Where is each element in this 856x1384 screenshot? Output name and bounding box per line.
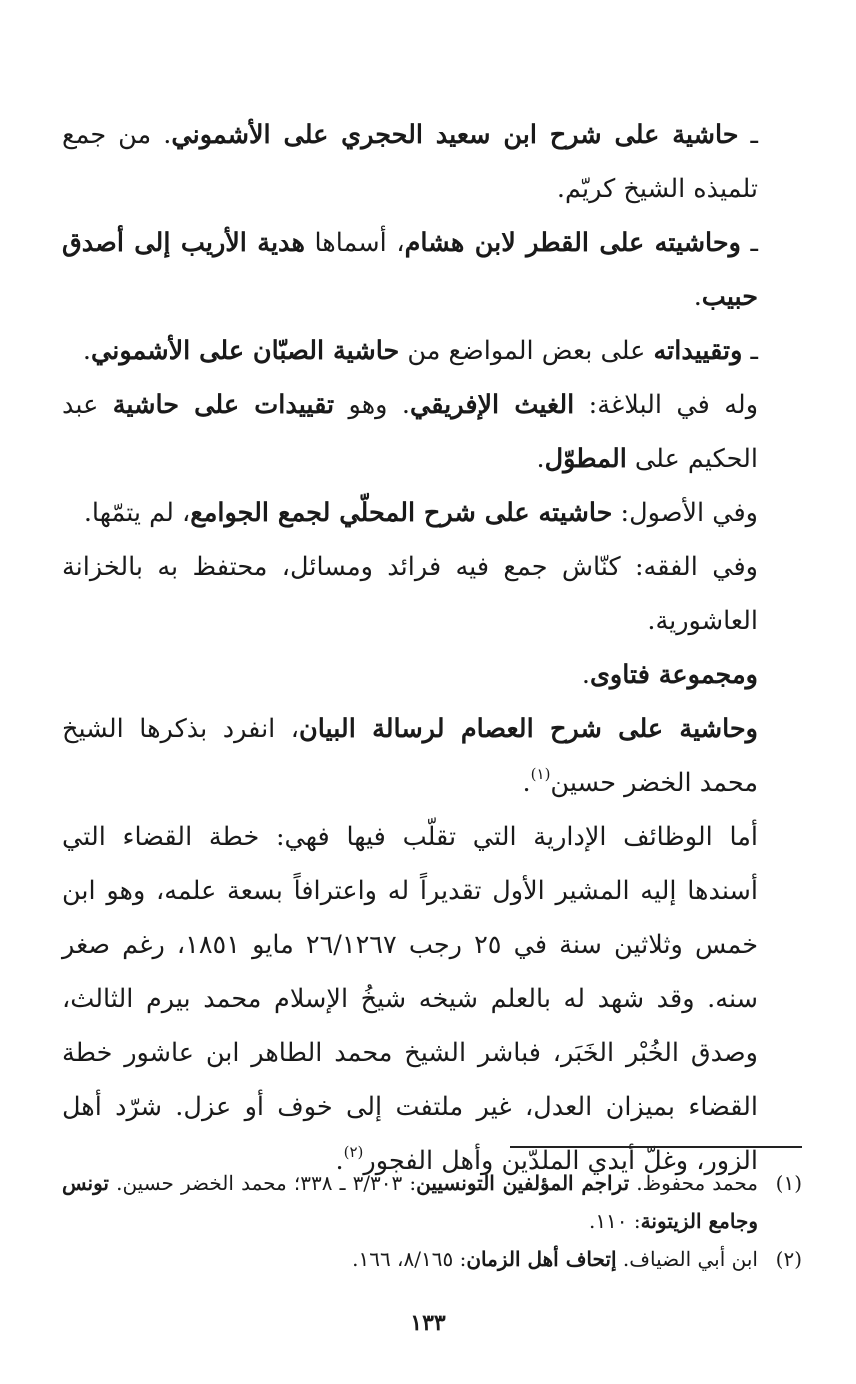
text-run: محمد محفوظ. [629,1171,758,1195]
paragraph [62,810,802,1188]
text-run: ـ [740,228,759,258]
paragraph [62,216,802,324]
bold-title: تراجم المؤلفين التونسيين [416,1171,630,1195]
text-run: ـ [742,336,758,366]
bold-title: حاشيته على شرح المحلّي لجمع الجوامع [190,498,613,528]
bold-title: تقييدات على حاشية [112,390,335,420]
text-run: أما الوظائف الإدارية التي تقلّب فيها فهي: خطة القضاء التي أسندها إليه المشير الأول تقديراً له واعترافاً بسعة علمه، وهو ابن خمس وثلاثين سنة في ٢٥ رجب ٢٦/١٢٦٧ مايو ١٨٥١، رغم صغر سنه. وقد شهد له بالعلم شيخه شيخُ الإسلام محمد بيرم الثالث، وصدق الخُبْر الخَبَر، فباشر الشيخ محمد الطاهر ابن عاشور خطة القضاء بميزان العدل، غير ملتفت إلى خوف أو عزل. شرّد أهل الزور، وغلّ أيدي الملدّين وأهل الفجور [62,822,759,1176]
footnote-number: (٢) [775,1247,802,1271]
main-text [62,108,802,1188]
paragraph [62,378,802,486]
footnote-marker: (٢) [343,1143,364,1161]
text-run: على بعض المواضع من [399,336,654,366]
footnote-text [62,1171,758,1233]
paragraph [62,324,802,378]
text-run: . من جمع تلميذه الشيخ كريّم. [62,120,758,204]
text-run: . [581,660,590,690]
bold-title: إتحاف أهل الزمان [466,1247,617,1271]
paragraph [62,108,802,216]
bold-title: الغيث الإفريقي [410,390,575,420]
text-run: . [82,336,91,366]
text-run: ، لم يتمّها. [83,498,191,528]
text-run: : ٨/١٦٥، ١٦٦. [352,1247,467,1271]
text-run: ، أسماها [304,228,405,258]
bold-title: تونس وجامع الزيتونة [62,1171,758,1233]
bold-title: وتقييداته [653,336,743,366]
footnote-divider [510,1146,802,1148]
paragraph [62,702,802,810]
text-run: عبد الحكيم على [62,390,758,474]
text-run: . [693,282,702,312]
paragraph [62,486,802,540]
page-number: ١٣٣ [410,1310,446,1336]
bold-title: هدية الأريب إلى أصدق حبيب [62,228,758,312]
text-run: : ٣/٣٠٣ ـ ٣٣٨؛ محمد الخضر حسين. [108,1171,417,1195]
footnote-text [352,1247,758,1271]
text-run: وفي الأصول: [612,498,758,528]
text-run: . [335,1146,344,1176]
bold-title: حاشية على شرح ابن سعيد الحجري على الأشموني [171,120,739,150]
page-body [62,108,802,1188]
text-run: : ١١٠. [588,1209,641,1233]
bold-title: وحاشية على شرح العصام لرسالة البيان [299,714,758,744]
bold-title: وحاشيته على القطر لابن هشام [404,228,741,258]
text-run: . [522,768,531,798]
paragraph [62,540,802,648]
text-run: ، انفرد بذكرها الشيخ محمد الخضر حسين [62,714,758,798]
text-run: . وهو [334,390,410,420]
paragraph [62,648,802,702]
footnote [62,1164,802,1240]
bold-title: المطوّل [544,444,627,474]
text-run: . [536,444,545,474]
bold-title: حاشية الصبّان على الأشموني [91,336,400,366]
text-run: ابن أبي الضياف. [616,1247,758,1271]
footnotes [62,1164,802,1278]
footnote-number: (١) [775,1171,802,1195]
text-run: وفي الفقه: كنّاش جمع فيه فرائد ومسائل، محتفظ به بالخزانة العاشورية. [62,552,758,636]
footnote [62,1240,802,1278]
text-run: وله في البلاغة: [574,390,759,420]
bold-title: ومجموعة فتاوى [589,660,758,690]
text-run: ـ [738,120,759,150]
footnote-marker: (١) [530,765,551,783]
